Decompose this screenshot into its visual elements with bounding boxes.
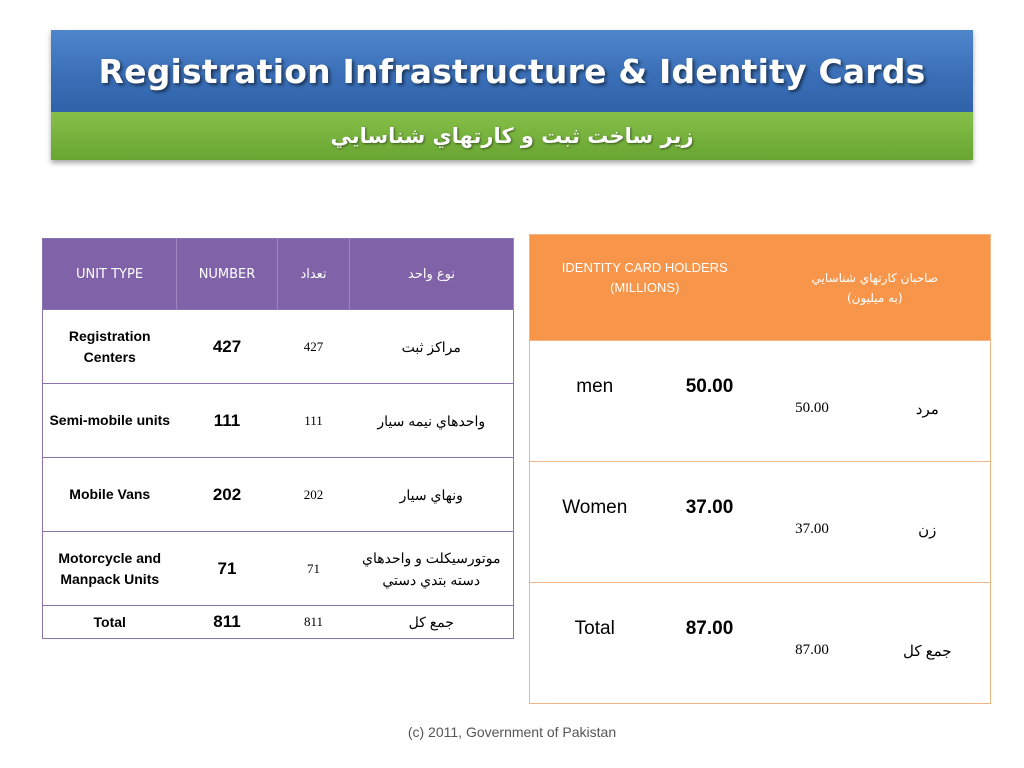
page-title: Registration Infrastructure & Identity Cards (98, 51, 926, 91)
holder-value-urdu: 87.00 (760, 583, 865, 704)
holders-header-row (530, 235, 991, 341)
copyright-footer: (c) 2011, Government of Pakistan (407, 724, 617, 740)
holder-label (530, 583, 660, 704)
unit-type: Mobile Vans (43, 458, 177, 532)
units-header-row (43, 239, 514, 310)
table-row (43, 310, 514, 384)
registration-units-table (42, 238, 514, 639)
unit-type-urdu: جمع کل (350, 606, 514, 639)
holder-value-text: 50.00 (685, 376, 734, 397)
table-row-total (43, 606, 514, 639)
header-holders-urdu-line1: صاحبان کارتهاي شناسايي (811, 270, 938, 285)
holder-label-urdu: جمع کل (865, 583, 991, 704)
header-holders-urdu-line2: (به ميليون) (846, 290, 903, 305)
header-number: NUMBER (177, 239, 278, 310)
holder-value-text: 87.00 (685, 618, 734, 639)
holder-value (660, 341, 760, 462)
unit-number: 811 (177, 606, 278, 639)
holder-value (660, 462, 760, 583)
table-row (530, 583, 991, 704)
holder-label (530, 341, 660, 462)
holder-value-text: 37.00 (685, 497, 734, 518)
unit-type: Total (43, 606, 177, 639)
table-row (530, 341, 991, 462)
unit-type-urdu: مراكز ثبت (350, 310, 514, 384)
unit-number-urdu: 111 (278, 384, 350, 458)
unit-number: 71 (177, 532, 278, 606)
unit-number: 427 (177, 310, 278, 384)
table-row (43, 458, 514, 532)
holder-label-text: Women (562, 497, 628, 518)
holder-value-urdu: 37.00 (760, 462, 865, 583)
holder-label-urdu: مرد (865, 341, 991, 462)
header-holders-urdu (760, 235, 991, 341)
header-holders-en (530, 235, 760, 341)
title-bar (51, 30, 973, 112)
holder-value-urdu: 50.00 (760, 341, 865, 462)
unit-number-urdu: 427 (278, 310, 350, 384)
unit-number: 111 (177, 384, 278, 458)
holder-label-text: men (576, 376, 614, 397)
table-row (530, 462, 991, 583)
header-unit-type-urdu: نوع واحد (350, 239, 514, 310)
header-number-urdu: تعداد (278, 239, 350, 310)
identity-card-holders-table (529, 234, 991, 704)
page-subtitle-urdu: زیر ساخت ثبت و کارتهاي شناسايي (330, 124, 694, 148)
table-row (43, 384, 514, 458)
holder-label-urdu: زن (865, 462, 991, 583)
unit-type-urdu: ونهاي سيار (350, 458, 514, 532)
header-unit-type: UNIT TYPE (43, 239, 177, 310)
holder-label (530, 462, 660, 583)
unit-type: Semi-mobile units (43, 384, 177, 458)
unit-number: 202 (177, 458, 278, 532)
holder-label-text: Total (574, 618, 615, 639)
title-banner (51, 30, 973, 160)
unit-number-urdu: 202 (278, 458, 350, 532)
unit-type-urdu: واحدهاي نيمه سيار (350, 384, 514, 458)
header-holders-en-text: IDENTITY CARD HOLDERS (MILLIONS) (561, 259, 728, 295)
unit-type: Motorcycle and Manpack Units (43, 532, 177, 606)
unit-type-urdu: موتورسيكلت و واحدهاي دسته بتدي دستي (350, 532, 514, 606)
unit-number-urdu: 811 (278, 606, 350, 639)
unit-type: Registration Centers (43, 310, 177, 384)
subtitle-bar (51, 112, 973, 160)
table-row (43, 532, 514, 606)
unit-number-urdu: 71 (278, 532, 350, 606)
holder-value (660, 583, 760, 704)
